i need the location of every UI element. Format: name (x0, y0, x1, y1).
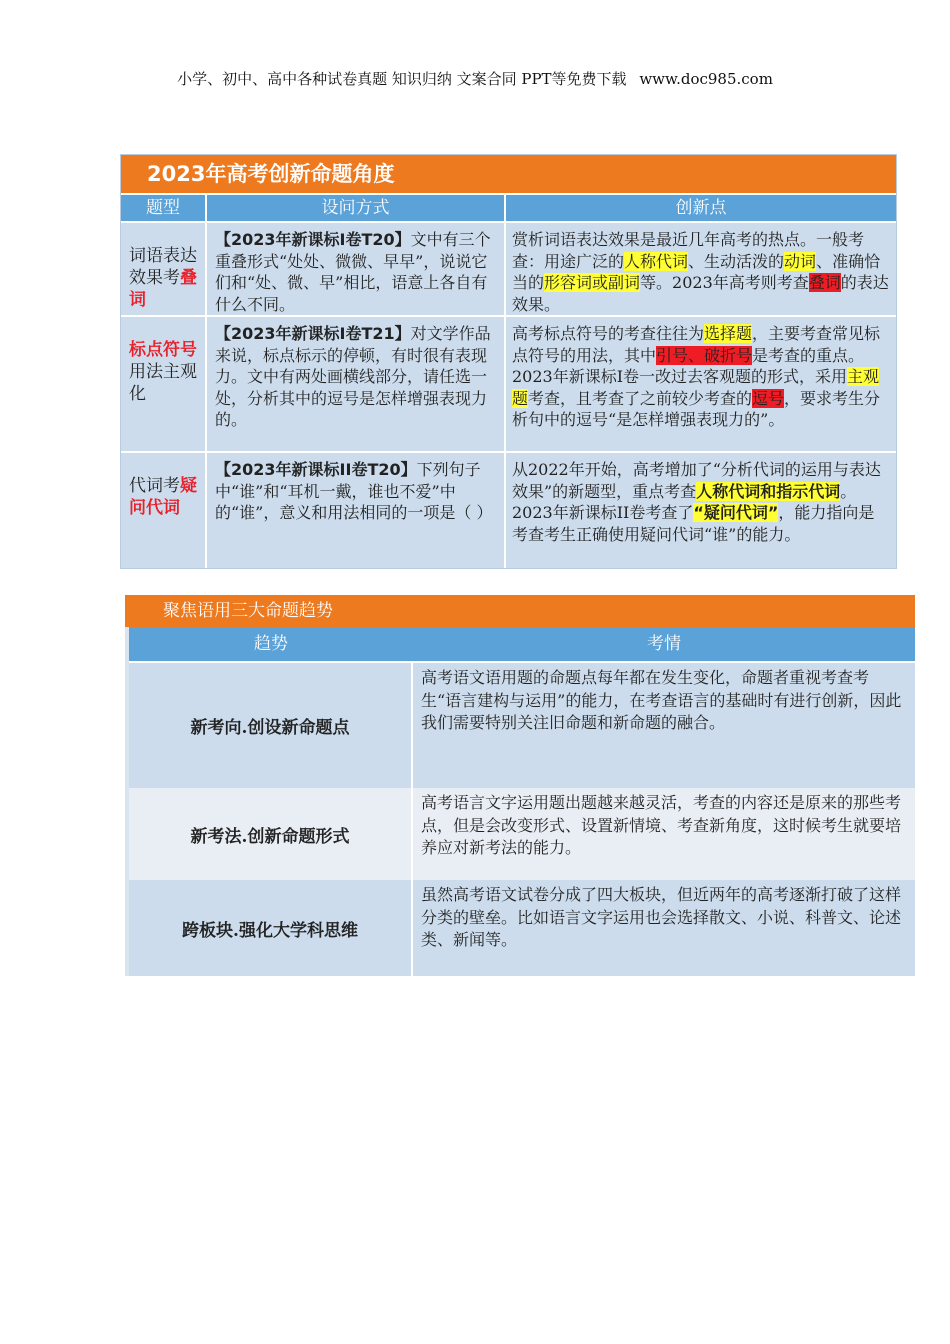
row-question: 【2023年新课标II卷T20】下列句子中“谁”和“耳机一戴，谁也不爱”中的“谁”，意义和用法相同的一项是（ ） (207, 453, 506, 568)
col-detail: 考情 (647, 634, 681, 654)
row-innovation: 从2022年开始，高考增加了“分析代词的运用与表达效果”的新题型，重点考查人称代词和指示代词。2023年新课标II卷考查了“疑问代词”，能力指向是考查考生正确使用疑问代词“谁”的能力。 (512, 460, 881, 544)
row-question: 【2023年新课标I卷T20】文中有三个重叠形式“处处、微微、早早”，说说它们和“处、微、早”相比，语意上各自有什么不同。 (207, 223, 506, 315)
row-type: 词语表达效果考叠词 (121, 223, 207, 315)
row-question: 【2023年新课标I卷T21】对文学作品来说，标点标示的停顿，有时很有表现力。文中有两处画横线部分，请任选一处，分析其中的逗号是怎样增强表现力的。 (207, 317, 506, 451)
page-header (0, 68, 950, 89)
row-innovation: 高考标点符号的考查往往为选择题，主要考查常见标点符号的用法，其中引号、破折号是考查的重点。2023年新课标I卷一改过去客观题的形式，采用主观题考查，且考查了之前较少考查的逗号，要求考生分析句中的逗号“是怎样增强表现力的”。 (512, 324, 881, 429)
innovation-table-header (121, 193, 896, 221)
trends-table-header (129, 627, 915, 661)
col-question: 设问方式 (207, 195, 506, 221)
table-row (129, 788, 915, 880)
trend-label: 新考法.创新命题形式 (129, 788, 413, 880)
trend-detail: 虽然高考语文试卷分成了四大板块，但近两年的高考逐渐打破了这样分类的壁垒。比如语言文字运用也会选择散文、小说、科普文、论述类、新闻等。 (421, 885, 902, 949)
trend-detail: 高考语文语用题的命题点每年都在发生变化，命题者重视考查考生“语言建构与运用”的能力，在考查语言的基础时有进行创新，因此我们需要特别关注旧命题和新命题的融合。 (421, 668, 902, 732)
trends-table-title: 聚焦语用三大命题趋势 (125, 595, 915, 627)
trend-detail: 高考语言文字运用题出题越来越灵活，考查的内容还是原来的那些考点，但是会改变形式、设置新情境、考查新角度，这时候考生就要培养应对新考法的能力。 (421, 793, 902, 857)
table-row (121, 221, 896, 315)
table-row (121, 315, 896, 451)
row-innovation: 赏析词语表达效果是最近几年高考的热点。一般考查：用途广泛的人称代词、生动活泼的动词、准确恰当的形容词或副词等。2023年高考则考查叠词的表达效果。 (512, 230, 889, 314)
col-trend: 趋势 (254, 634, 288, 654)
trend-label: 新考向.创设新命题点 (129, 663, 413, 788)
col-innovation: 创新点 (675, 198, 727, 218)
innovation-table-title: 2023年高考创新命题角度 (121, 155, 896, 193)
table-row (129, 880, 915, 976)
header-url: www.doc985.com (639, 70, 773, 88)
innovation-table (120, 154, 897, 569)
col-type: 题型 (121, 195, 207, 221)
row-type: 标点符号用法主观化 (121, 317, 207, 451)
table-row (121, 451, 896, 568)
row-type: 代词考疑问代词 (121, 453, 207, 568)
trend-label: 跨板块.强化大学科思维 (129, 880, 413, 976)
trends-table (125, 595, 915, 976)
header-left-text: 小学、初中、高中各种试卷真题 知识归纳 文案合同 PPT等免费下载 (177, 70, 627, 88)
table-row (129, 661, 915, 788)
